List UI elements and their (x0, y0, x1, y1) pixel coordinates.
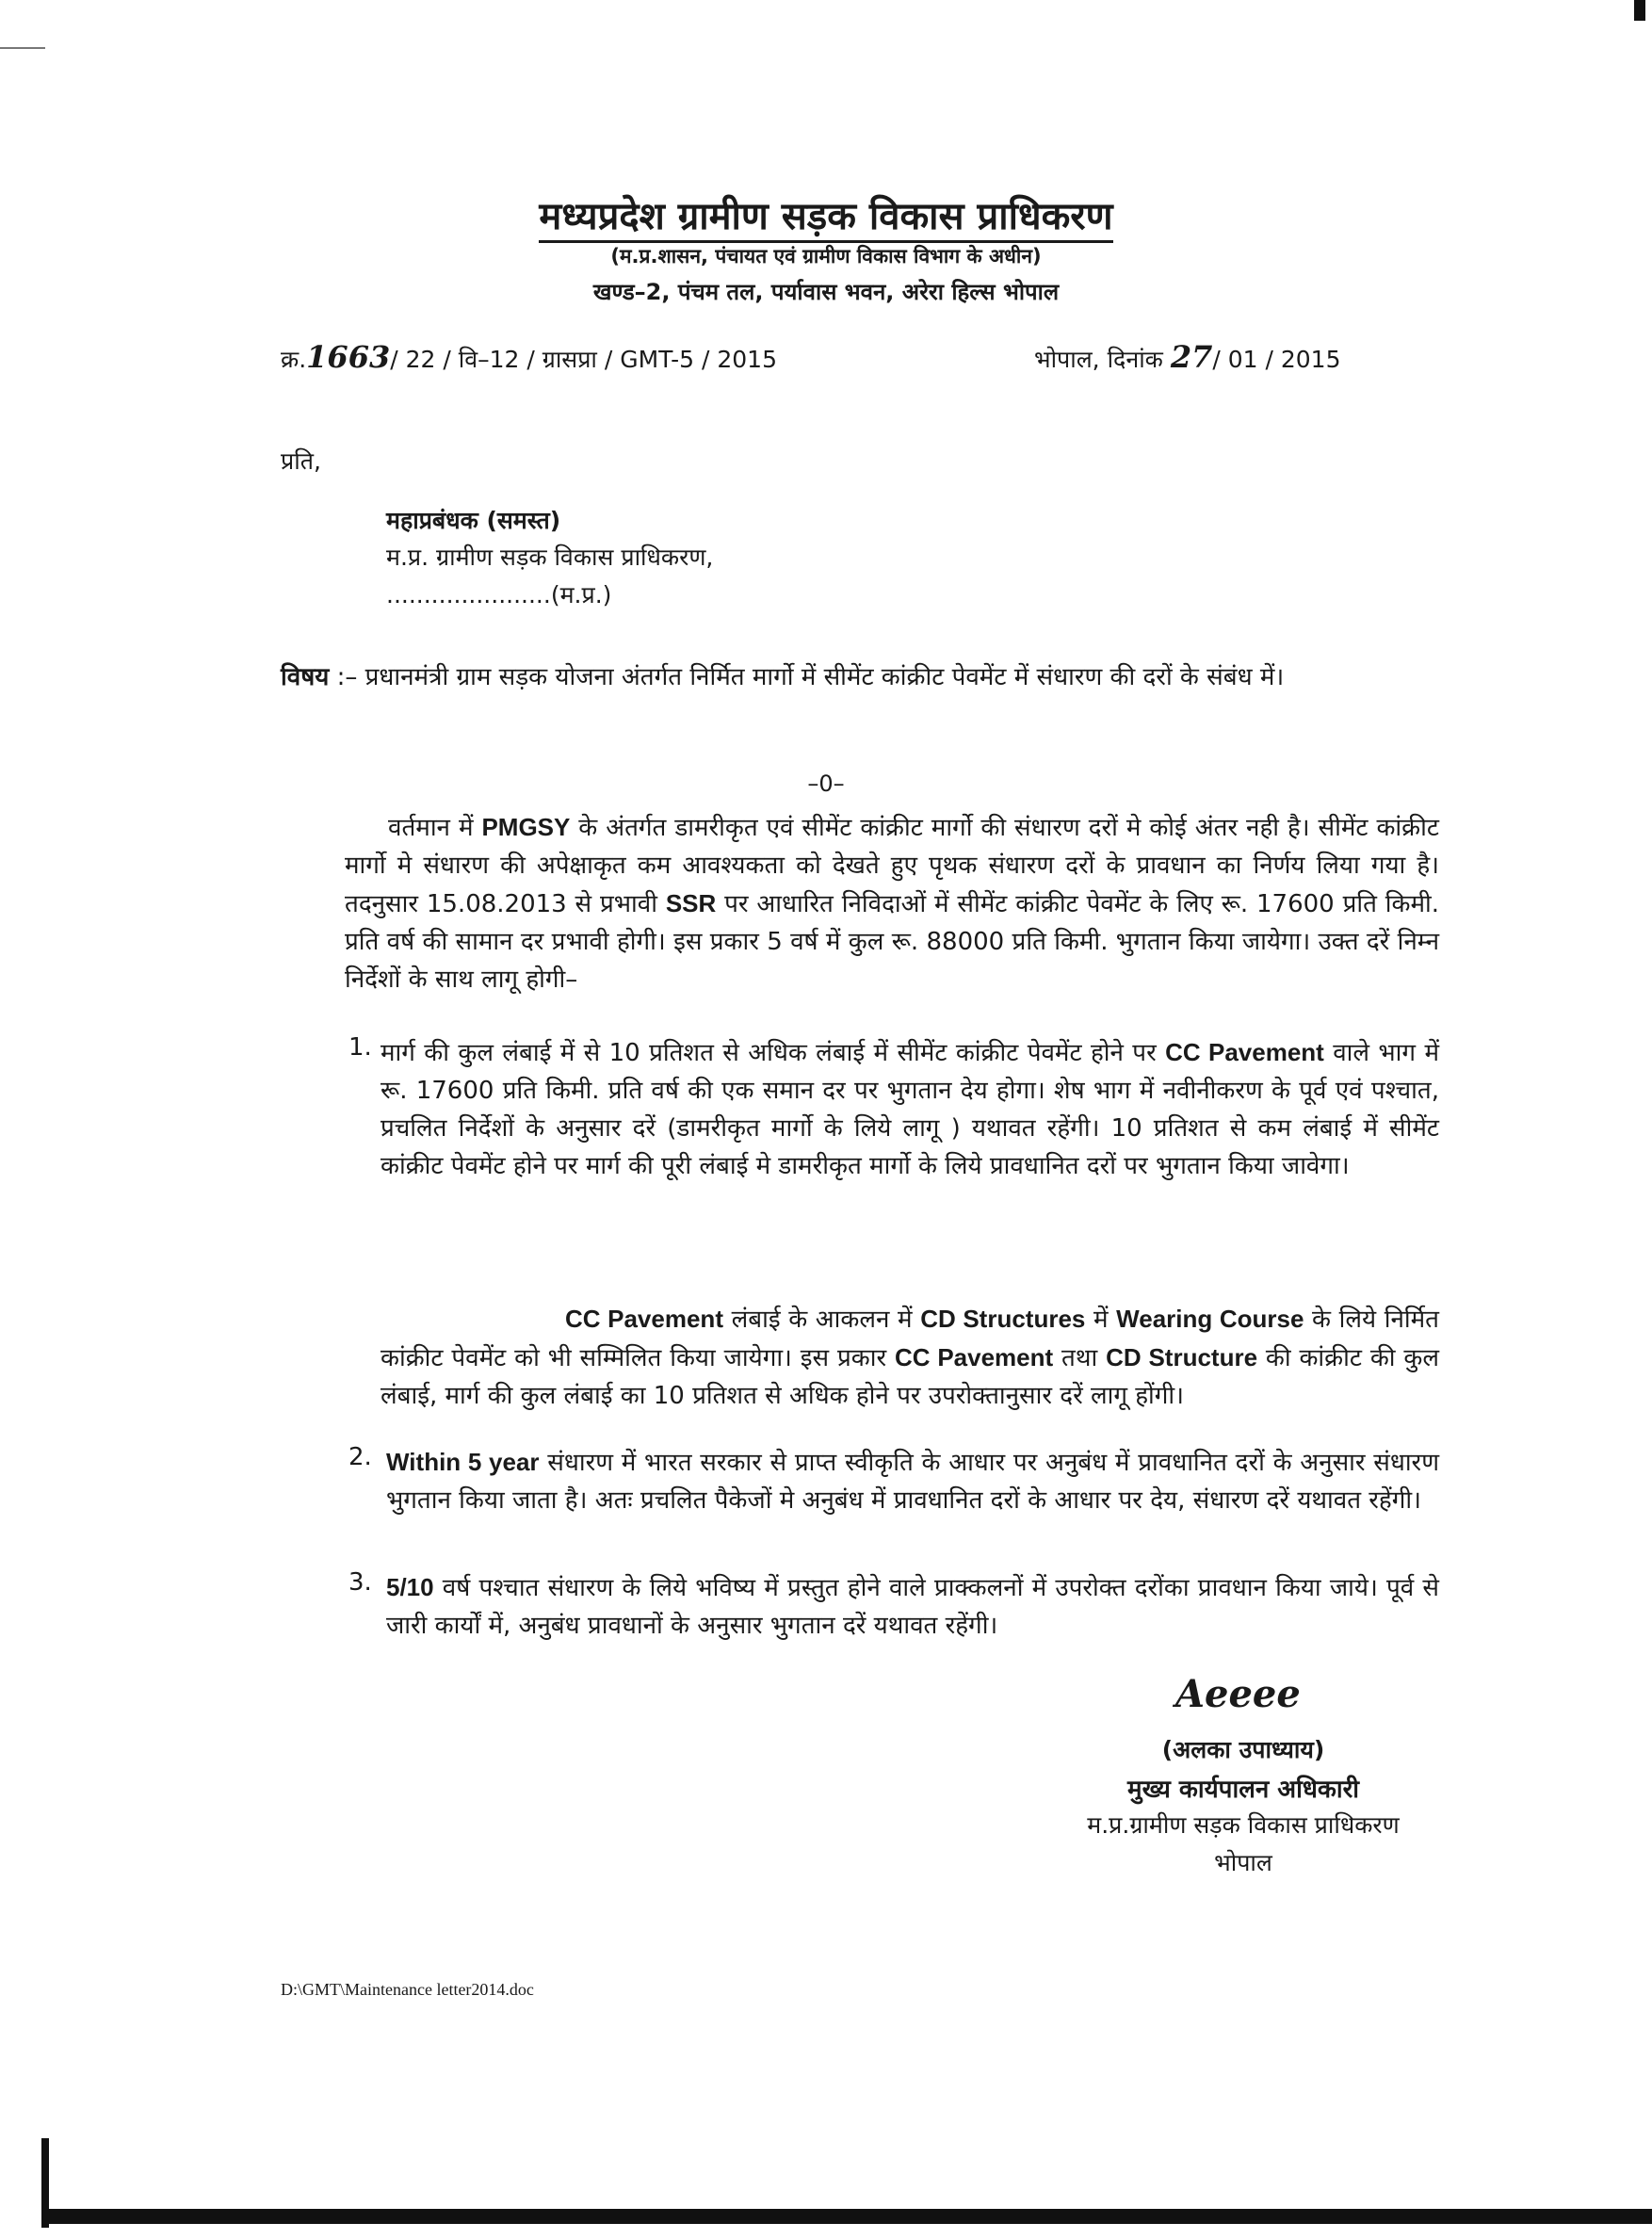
item-3-text: 5/10 वर्ष पश्चात संधारण के लिये भविष्य में प्रस्तुत होने वाले प्राक्कलनों में उपरोक्त दरोंका प्रावधान किया जाये। पूर्व से जारी कार्यों में, अनुबंध प्रावधानों के अनुसार भुगतान दरें यथावत रहेंगी। (386, 1573, 1439, 1640)
separator: –0– (807, 771, 845, 797)
org-subtitle: (म.प्र.शासन, पंचायत एवं ग्रामीण विकास विभाग के अधीन) (610, 245, 1042, 268)
item-2-number: 2. (348, 1443, 372, 1471)
handwritten-date: 27 (1170, 339, 1213, 375)
addressee-place: ......................(म.प्र.) (386, 581, 612, 608)
signatory-name: (अलका उपाध्याय) (1161, 1736, 1325, 1763)
to-label: प्रति, (281, 447, 321, 475)
item-1-number: 1. (348, 1033, 372, 1062)
scan-edge-bottom (45, 2209, 1652, 2224)
addressee-org: म.प्र. ग्रामीण सड़क विकास प्राधिकरण, (386, 544, 714, 571)
signatory-org: म.प्र.ग्रामीण सड़क विकास प्राधिकरण (1087, 1811, 1400, 1839)
file-path-footer: D:\GMT\Maintenance letter2014.doc (281, 1980, 534, 1999)
reference-number: क्र.1663/ 22 / वि–12 / ग्रासप्रा / GMT-5 / 2015 (281, 339, 777, 375)
addressee-title: महाप्रबंधक (समस्त) (386, 507, 561, 534)
signature-mark: Aeeee (1175, 1672, 1301, 1716)
org-address: खण्ड–2, पंचम तल, पर्यावास भवन, अरेरा हिल्स भोपाल (592, 279, 1060, 305)
signatory-city: भोपाल (1214, 1849, 1272, 1876)
item-1-continuation: CC Pavement लंबाई के आकलन में CD Structures में Wearing Course के लिये निर्मित कांक्रीट पेवमेंट को भी सम्मिलित किया जायेगा। इस प्रकार CC Pavement तथा CD Structure की कांक्रीट की कुल लंबाई, मार्ग की कुल लंबाई का 10 प्रतिशत से अधिक होने पर उपरोक्तानुसार दरें लागू होंगी। (381, 1305, 1439, 1410)
item-2-text: Within 5 year संधारण में भारत सरकार से प्राप्त स्वीकृति के आधार पर अनुबंध में प्रावधानित दरों के अनुसार संधारण भुगतान किया जाता है। अतः प्रचलित पैकेजों मे अनुबंध में प्रावधानित दरों के आधार पर देय, संधारण दरें यथावत रहेंगी। (386, 1448, 1439, 1515)
org-title: मध्यप्रदेश ग्रामीण सड़क विकास प्राधिकरण (0, 188, 1652, 240)
intro-paragraph: वर्तमान में PMGSY के अंतर्गत डामरीकृत एवं सीमेंट कांक्रीट मार्गो की संधारण दरों मे कोई अंतर नही है। सीमेंट कांक्रीट मार्गो मे संधारण की अपेक्षाकृत कम आवश्यकता को देखते हुए पृथक संधारण दरों के प्रावधान का निर्णय लिया गया है। तदनुसार 15.08.2013 से प्रभावी SSR पर आधारित निविदाओं में सीमेंट कांक्रीट पेवमेंट के लिए रू. 17600 प्रति किमी. प्रति वर्ष की सामान दर प्रभावी होगी। इस प्रकार 5 वर्ष में कुल रू. 88000 प्रति किमी. भुगतान किया जायेगा। उक्त दरें निम्न निर्देशों के साथ लागू होगी– (345, 813, 1440, 994)
handwritten-number: 1663 (306, 339, 391, 375)
letter-date: भोपाल, दिनांक 27/ 01 / 2015 (1034, 339, 1341, 375)
scan-mark-line (0, 47, 45, 49)
item-1-text: मार्ग की कुल लंबाई में से 10 प्रतिशत से अधिक लंबाई में सीमेंट कांक्रीट पेवमेंट होने पर CC Pavement वाले भाग में रू. 17600 प्रति किमी. प्रति वर्ष की एक समान दर पर भुगतान देय होगा। शेष भाग में नवीनीकरण के पूर्व एवं पश्चात, प्रचलित निर्देशों के अनुसार दरें (डामरीकृत मार्गो के लिये लागू ) यथावत रहेंगी। 10 प्रतिशत से कम लंबाई में सीमेंट कांक्रीट पेवमेंट होने पर मार्ग की पूरी लंबाई मे डामरीकृत मार्गो के लिये प्रावधानित दरों पर भुगतान किया जावेगा। (381, 1038, 1439, 1180)
subject-line: विषय :– प्रधानमंत्री ग्राम सड़क योजना अंतर्गत निर्मित मार्गो में सीमेंट कांक्रीट पेवमेंट में संधारण की दरों के संबंध में। (281, 663, 1285, 691)
item-3-number: 3. (348, 1568, 372, 1597)
signatory-designation: मुख्य कार्यपालन अधिकारी (1127, 1776, 1359, 1804)
scan-mark-top (1634, 0, 1645, 21)
